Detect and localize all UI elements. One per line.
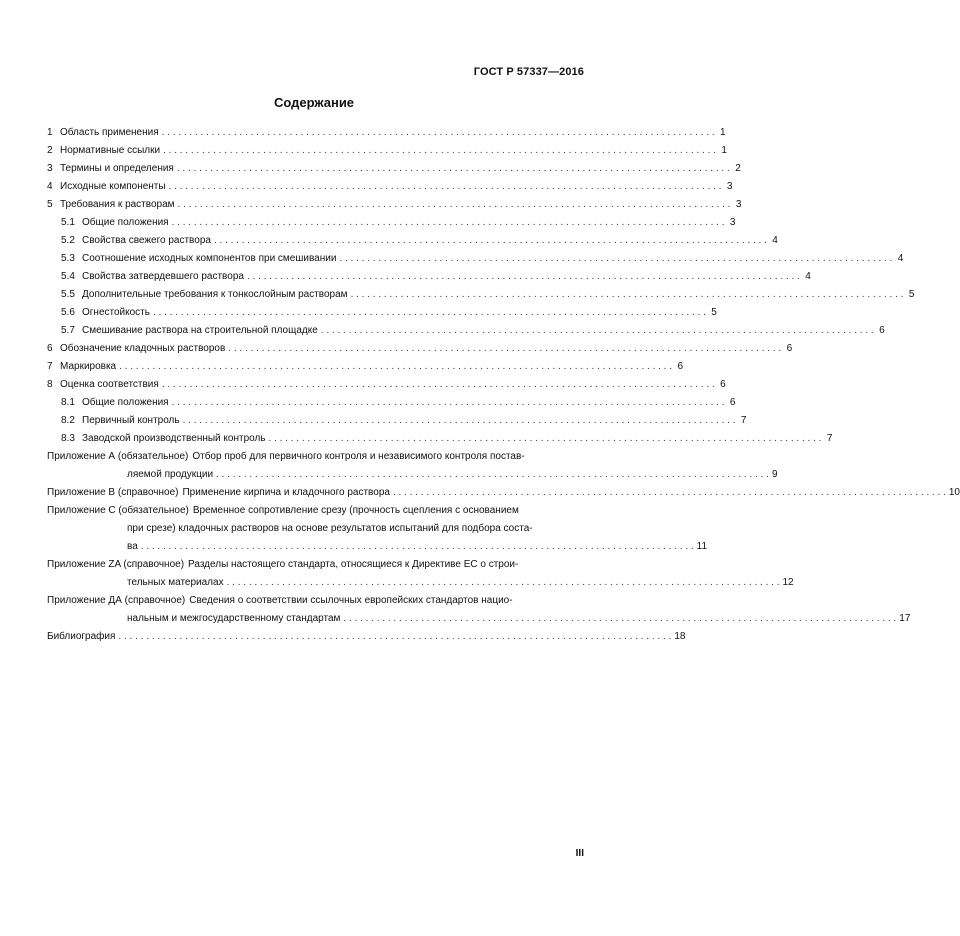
toc-entry-page: 6: [879, 325, 885, 336]
appendix-title: [182, 484, 959, 502]
toc-entry[interactable]: [47, 412, 747, 430]
toc-entry-number: 5: [47, 199, 53, 210]
dot-leader: [172, 394, 725, 412]
toc-entry-number: 5.7: [61, 325, 75, 336]
toc-entry-number: 8.1: [61, 397, 75, 408]
toc-entry[interactable]: [47, 340, 793, 358]
appendix-title: [189, 592, 583, 610]
appendix-label: Приложение В (справочное): [47, 487, 179, 498]
page-number: III: [575, 848, 584, 859]
appendix-entry[interactable]: [47, 556, 794, 592]
appendix-page: 10: [948, 487, 960, 498]
toc-entry-label: Требования к растворам: [60, 199, 175, 210]
toc-entry-page: 5: [908, 289, 915, 300]
dot-leader: [162, 124, 715, 142]
dot-leader: [227, 574, 780, 592]
dot-leader: [153, 304, 706, 322]
appendix-head: [47, 448, 583, 466]
toc-entry[interactable]: [47, 358, 684, 376]
dot-leader: [119, 358, 672, 376]
toc-entry-page: 6: [720, 379, 726, 390]
bibliography-entry[interactable]: [47, 628, 686, 646]
appendix-last-line: [182, 484, 959, 502]
toc-entry-number: 8.3: [61, 433, 75, 444]
appendix-last-line: [47, 574, 794, 592]
toc-entry-page: 2: [735, 163, 741, 174]
dot-leader: [228, 340, 781, 358]
toc-entry-number: 5.4: [61, 271, 75, 282]
dot-leader: [172, 214, 725, 232]
toc-entry-page: 4: [805, 271, 811, 282]
toc-entry[interactable]: [47, 160, 741, 178]
toc-entry[interactable]: [47, 286, 915, 304]
toc-entry[interactable]: [47, 124, 726, 142]
toc-entry-number: 8.2: [61, 415, 75, 426]
toc-entry-number: 5.5: [61, 289, 75, 300]
appendix-page: 17: [899, 613, 911, 624]
table-of-contents: [47, 124, 960, 646]
toc-entry[interactable]: [47, 304, 717, 322]
dot-leader: [343, 610, 896, 628]
appendix-entry[interactable]: [47, 484, 960, 502]
dot-leader: [247, 268, 800, 286]
toc-entry-label: Свойства затвердевшего раствора: [82, 271, 244, 282]
dot-leader: [214, 232, 767, 250]
toc-entry-label: Дополнительные требования к тонкослойным растворам: [82, 289, 348, 300]
toc-entry-page: 6: [786, 343, 793, 354]
appendix-head: [47, 592, 583, 610]
appendix-label: Приложение ZA (справочное): [47, 559, 185, 570]
appendix-label: Приложение С (обязательное): [47, 505, 189, 516]
appendix-head: [47, 484, 960, 502]
dot-leader: [163, 142, 716, 160]
toc-entry[interactable]: [47, 250, 904, 268]
dot-leader: [118, 628, 671, 646]
toc-entry-label: Общие положения: [82, 397, 169, 408]
toc-entry[interactable]: [47, 178, 733, 196]
toc-entry-page: 1: [721, 145, 727, 156]
toc-entry-number: 1: [47, 127, 53, 138]
dot-leader: [141, 538, 694, 556]
appendix-page: 11: [696, 541, 708, 552]
appendix-title-line: Отбор проб для первичного контроля и независимого контроля постав-: [192, 451, 525, 462]
toc-entry-page: 1: [719, 127, 726, 138]
toc-entry-label: Область применения: [60, 127, 159, 138]
toc-entry-page: 7: [826, 433, 833, 444]
toc-entry-label: Первичный контроль: [82, 415, 180, 426]
appendix-last-line: [47, 610, 911, 628]
toc-entry-label: Свойства свежего раствора: [82, 235, 211, 246]
toc-entry-label: Обозначение кладочных растворов: [60, 343, 226, 354]
toc-entry-number: 3: [47, 163, 53, 174]
dot-leader: [178, 196, 731, 214]
toc-entry-page: 3: [735, 199, 742, 210]
appendix-last-line: [47, 466, 778, 484]
toc-entry-label: Огнестойкость: [82, 307, 150, 318]
appendix-title-text: Применение кирпича и кладочного раствора: [182, 487, 390, 498]
toc-entry-number: 8: [47, 379, 53, 390]
appendix-title-line: при срезе) кладочных растворов на основе результатов испытаний для подбора соста-: [127, 523, 533, 534]
toc-entry[interactable]: [47, 142, 727, 160]
toc-entry[interactable]: [47, 214, 736, 232]
toc-entry[interactable]: [47, 322, 885, 340]
appendix-continuation: [47, 520, 583, 538]
appendix-title: [192, 448, 583, 466]
toc-entry-number: 6: [47, 343, 53, 354]
toc-entry-number: 2: [47, 145, 53, 156]
appendix-page: 9: [771, 469, 778, 480]
toc-entry-page: 6: [677, 361, 684, 372]
appendix-entry[interactable]: [47, 592, 911, 628]
appendix-label: Приложение А (обязательное): [47, 451, 189, 462]
toc-entry[interactable]: [47, 394, 736, 412]
appendix-title-text: ва: [127, 541, 138, 552]
toc-entry-label: Смешивание раствора на строительной площадке: [82, 325, 318, 336]
toc-entry-page: 5: [711, 307, 717, 318]
appendix-title-line: Разделы настоящего стандарта, относящиеся к Директиве ЕС о строи-: [188, 559, 519, 570]
dot-leader: [169, 178, 722, 196]
toc-entry-number: 5.6: [61, 307, 75, 318]
dot-leader: [162, 376, 715, 394]
toc-entry-page: 3: [726, 181, 733, 192]
dot-leader: [339, 250, 892, 268]
toc-entry[interactable]: [47, 268, 811, 286]
toc-entry-number: 4: [47, 181, 53, 192]
appendix-entry[interactable]: [47, 502, 708, 556]
toc-entry-page: 7: [740, 415, 747, 426]
toc-entry-label: Соотношение исходных компонентов при смешивании: [82, 253, 337, 264]
appendix-entry[interactable]: [47, 448, 778, 484]
toc-entry-label: Исходные компоненты: [60, 181, 166, 192]
toc-entry-number: 5.2: [61, 235, 75, 246]
appendix-page: 12: [782, 577, 794, 588]
appendix-head: [47, 556, 583, 574]
appendix-title-line: Сведения о соответствии ссылочных европейских стандартов нацио-: [189, 595, 513, 606]
toc-entry[interactable]: [47, 196, 742, 214]
toc-entry-label: Заводской производственный контроль: [82, 433, 266, 444]
dot-leader: [216, 466, 769, 484]
toc-entry-page: 3: [729, 217, 736, 228]
appendix-title-line: Временное сопротивление срезу (прочность сцепления с основанием: [192, 505, 519, 516]
toc-entry-label: Общие положения: [82, 217, 169, 228]
appendix-last-line: [47, 538, 708, 556]
dot-leader: [183, 412, 736, 430]
dot-leader: [321, 322, 874, 340]
toc-entry[interactable]: [47, 376, 726, 394]
toc-entry[interactable]: [47, 232, 778, 250]
toc-entry-number: 7: [47, 361, 53, 372]
bibliography-page: 18: [674, 631, 686, 642]
toc-entry-label: Термины и определения: [60, 163, 174, 174]
appendix-title-text: тельных материалах: [127, 577, 224, 588]
page-title: Содержание: [273, 95, 355, 110]
dot-leader: [351, 286, 904, 304]
toc-entry-label: Нормативные ссылки: [60, 145, 161, 156]
dot-leader: [177, 160, 730, 178]
dot-leader: [269, 430, 822, 448]
bibliography-label: Библиография: [47, 631, 116, 642]
appendix-title-text: ляемой продукции: [127, 469, 214, 480]
toc-entry-label: Маркировка: [60, 361, 117, 372]
toc-entry-number: 5.3: [61, 253, 75, 264]
appendix-title: [193, 502, 583, 520]
toc-entry-page: 4: [772, 235, 778, 246]
toc-entry-label: Оценка соответствия: [60, 379, 159, 390]
toc-entry-page: 4: [897, 253, 904, 264]
toc-entry-number: 5.1: [61, 217, 75, 228]
toc-entry[interactable]: [47, 430, 833, 448]
toc-entry-page: 6: [729, 397, 736, 408]
standard-number: ГОСТ Р 57337—2016: [473, 66, 584, 78]
appendix-title: [188, 556, 583, 574]
appendix-label: Приложение ДА (справочное): [47, 595, 186, 606]
appendix-head: [47, 502, 583, 520]
dot-leader: [393, 484, 946, 502]
appendix-title-text: нальным и межгосударственному стандартам: [127, 613, 341, 624]
